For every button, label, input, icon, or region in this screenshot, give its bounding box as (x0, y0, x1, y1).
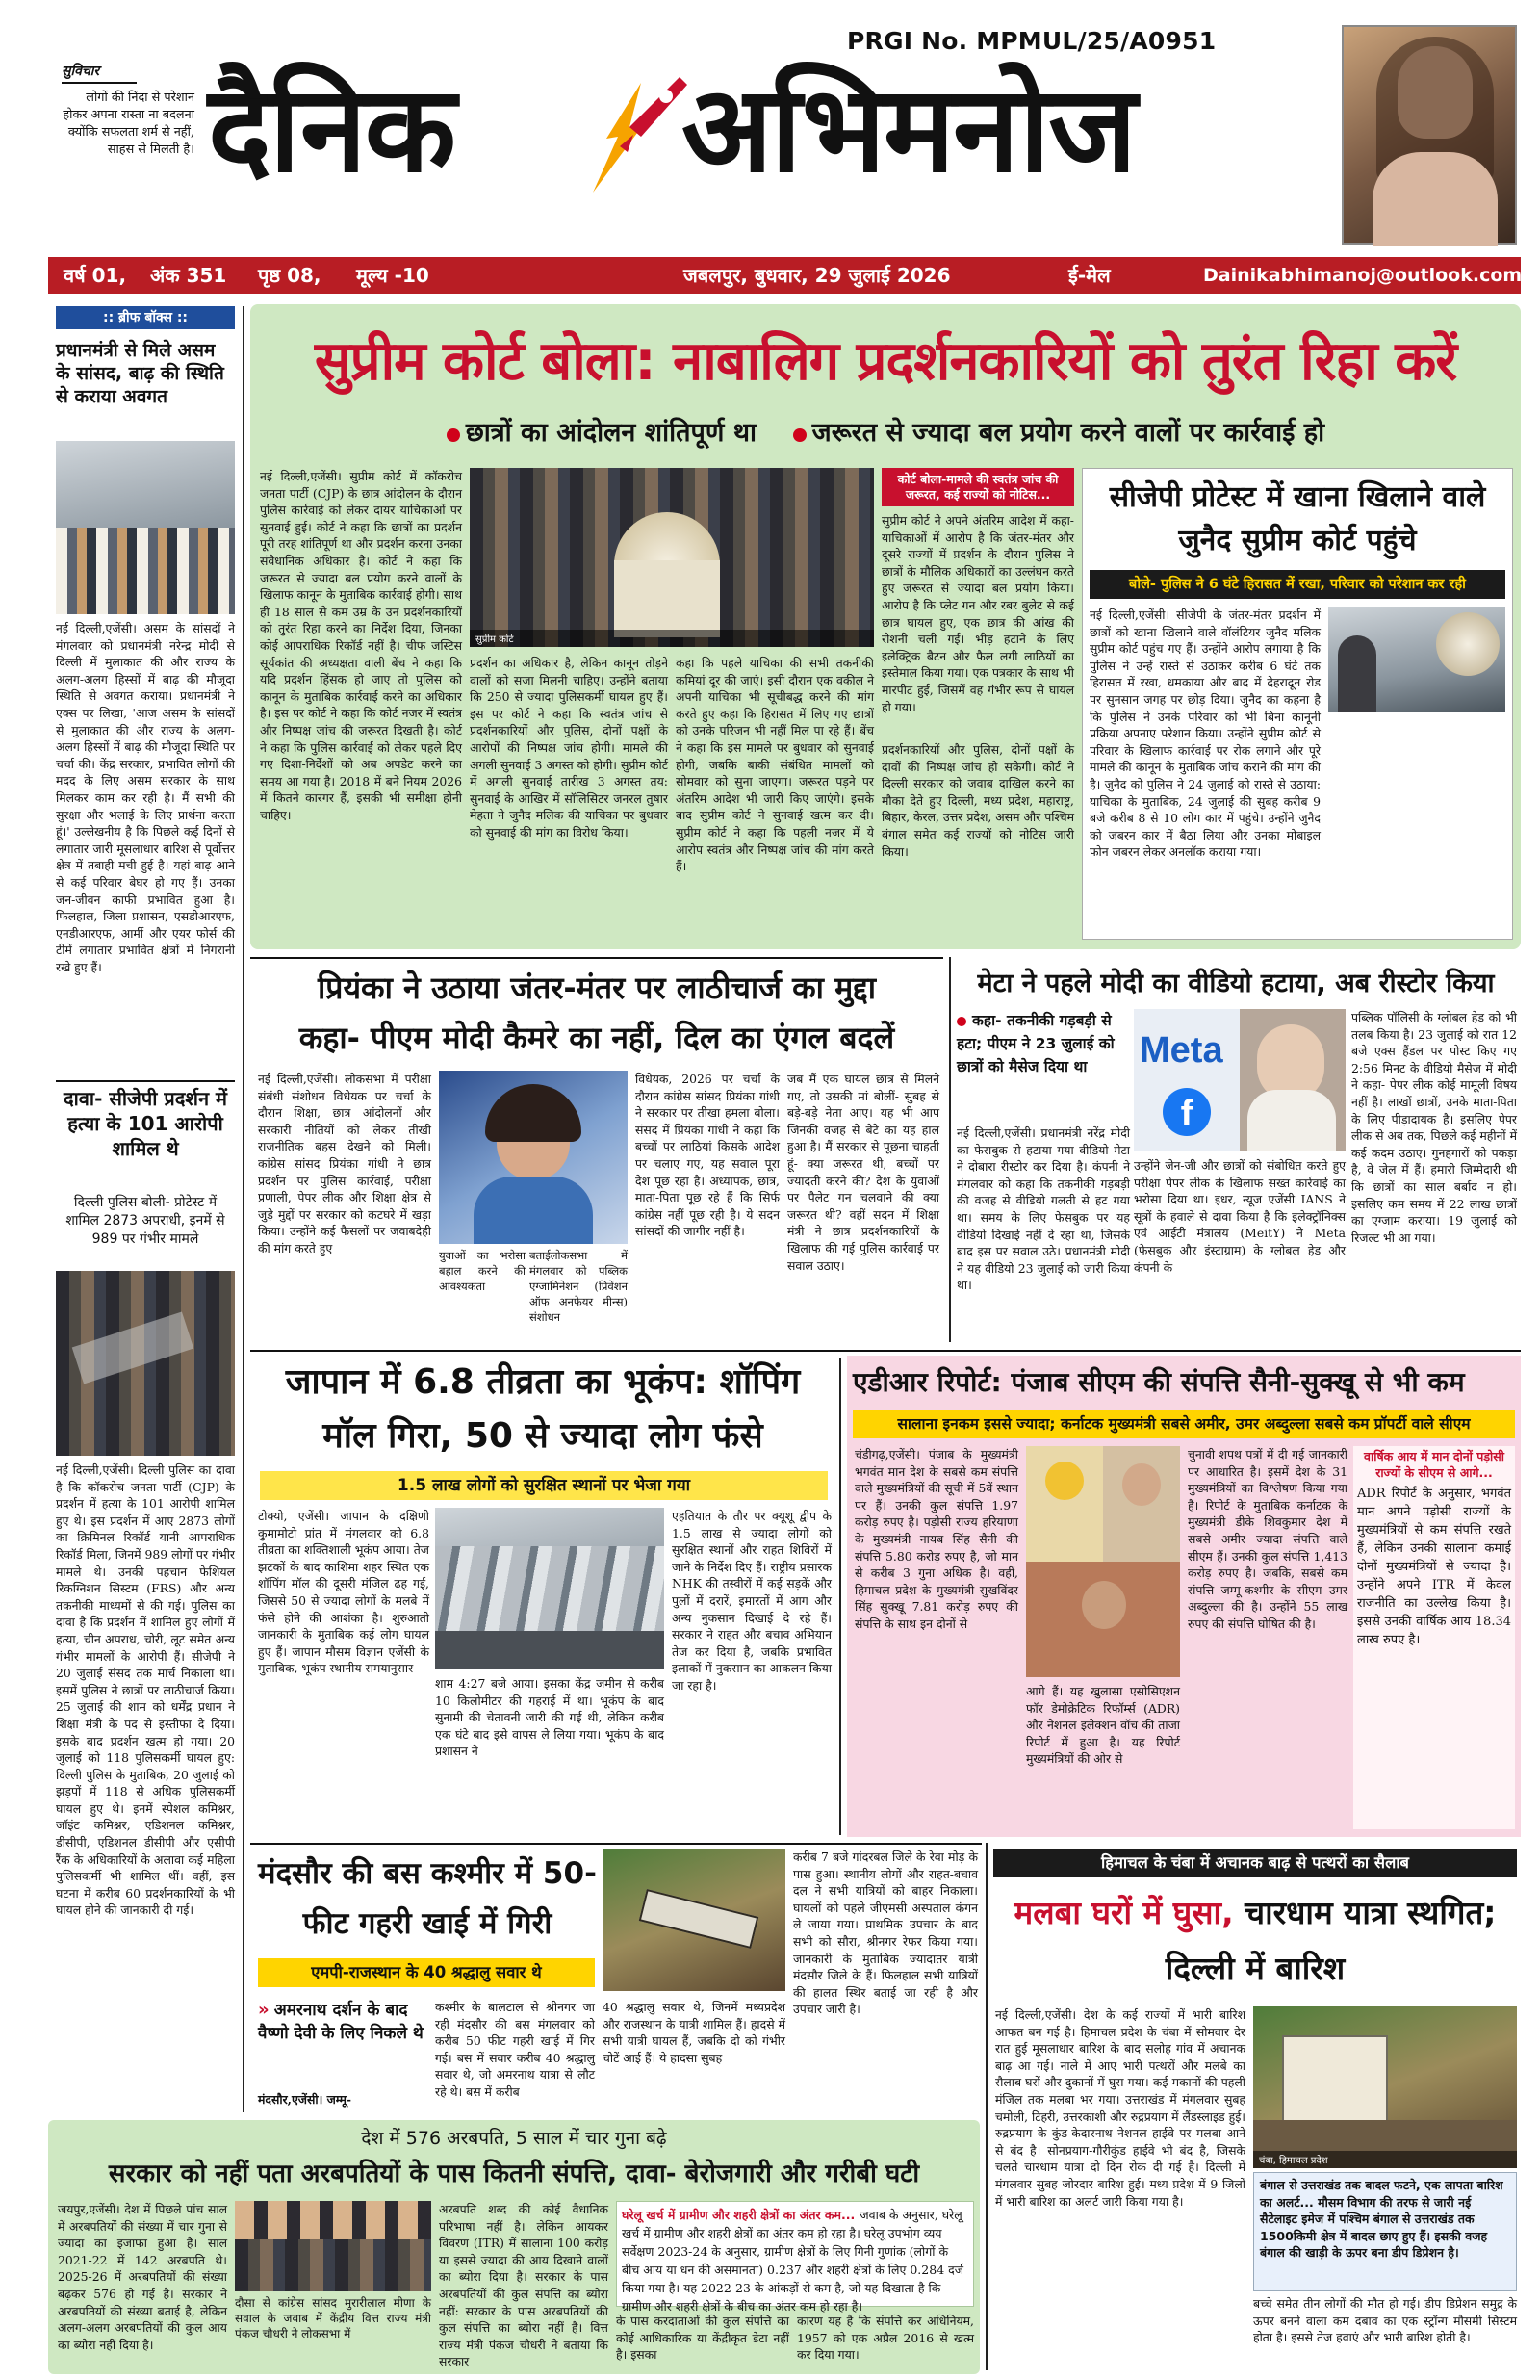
bus-body-1: कश्मीर के बालटाल से श्रीनगर जा रही मंदसौर की बस मंगलवार को करीब 50 फीट गहरी खाई में गिर गई। बस में सवार करीब 40 श्रद्धालु सवार थे, जो अमरनाथ यात्रा से लौट रहे थे। बस में करीब (435, 2000, 595, 2099)
himachal-alert-box: बंगाल से उत्तराखंड तक बादल फटने, एक लापता बारिश का अलर्ट... मौसम विभाग की तरफ से जारी नई सैटेलाइट इमेज में पश्चिम बंगाल से उत्तराखंड तक 1500किमी क्षेत्र में बादल छाए हुए हैं। इसकी वजह बंगाल की खाड़ी के ऊपर बना डीप डिप्रेशन है। (1253, 2172, 1517, 2291)
adr-photo (1026, 1446, 1180, 1677)
lead-col2: प्रदर्शन का अधिकार है, लेकिन कानून तोड़ने वालों को सजा मिलनी चाहिए। उन्होंने बताया कि 250 से ज्यादा पुलिसकर्मी घायल हुए हैं। इस पर कोर्ट ने कहा कि स्वतंत्र जांच से प्रदर्शनकारियों और पुलिस, दोनों पक्षों के आरोपों की निष्पक्ष जांच होगी। मामले की अगली सुनवाई 3 अगस्त को होगी। सुप्रीम कोर्ट में अगली सुनवाई तारीख 3 अगस्त तय: सुनवाई के आखिर में सॉलिसिटर जनरल तुषार मेहता ने जुनैद मलिक की याचिका पर बुधवार को सुनवाई की मांग का विरोध किया। (470, 656, 668, 840)
priyanka-headline-1: प्रियंका ने उठाया जंतर-मंतर पर लाठीचार्ज का मुद्दा (317, 970, 876, 1006)
dateline-place-date: जबलपुर, बुधवार, 29 जुलाई 2026 (683, 264, 951, 287)
japan-body-3: एहतियात के तौर पर क्यूशू द्वीप के 1.5 लाख से ज्यादा लोगों को सुरक्षित स्थानों और राहत शिविरों में जाने के निर्देश दिए हैं। राष्ट्रीय प्रसारक NHK की तस्वीरों में कई सड़कें और पुलों में दरारें, इमारतों में आग और अन्य नुकसान दिखाई दे रहे हैं। सरकार ने राहत और बचाव अभियान तेज कर दिया है, जबकि प्रभावित इलाकों में नुकसान का आकलन किया जा रहा है। (672, 1509, 832, 1693)
masthead-portrait-photo (1342, 25, 1517, 245)
adr-side-body: ADR रिपोर्ट के अनुसार, भगवंत मान अपने पड़ोसी राज्यों के मुख्यमंत्रियों से कम संपत्ति रखते हैं, लेकिन उनकी सालाना कमाई दोनों मुख्यमंत्रियों से ज्यादा है। उन्होंने अपने ITR में केवल राजनीति का उल्लेख किया है। इससे उनकी वार्षिक आय 18.34 लाख रुपए है। (1357, 1487, 1511, 1647)
bus-photo (603, 1849, 785, 1991)
billionaire-body-4: कारण यह है कि संपत्ति कर अधिनियम, 1957 को एक अप्रैल 2016 से खत्म कर दिया गया। (797, 2314, 974, 2363)
meta-logo: Meta (1140, 1030, 1223, 1071)
bus-quote (258, 1999, 427, 2087)
himachal-photo-caption: चंबा, हिमाचल प्रदेश (1253, 2151, 1517, 2168)
dateline-issue: अंक 351 (150, 264, 227, 287)
junaid-photo (1328, 607, 1505, 712)
japan-body-1: टोक्यो, एजेंसी। जापान के दक्षिणी कुमामोटो प्रांत में मंगलवार को 6.8 तीव्रता का शक्तिशाली भूकंप आया। तेज झटकों के बाद काशिमा शहर स्थित एक शॉपिंग मॉल की दूसरी मंजिल ढह गई, जिससे 50 से ज्यादा लोगों के मलबे में फंसे होने की आशंका है। शुरुआती जानकारी के मुताबिक कई लोग घायल हुए हैं। जापान मौसम विज्ञान एजेंसी के मुताबिक, भूकंप स्थानीय समयानुसार (258, 1509, 429, 1676)
himachal-photo (1253, 2006, 1517, 2168)
facebook-icon: f (1163, 1088, 1211, 1136)
priyanka-body-1: नई दिल्ली,एजेंसी। लोकसभा में परीक्षा संबंधी संशोधन विधेयक पर चर्चा के दौरान शिक्षा, छात्र आंदोलनों और सरकारी नीतियों को लेकर तीखी राजनीतिक बहस देखने को मिली। कांग्रेस सांसद प्रियंका गांधी ने छात्र प्रदर्शन पर पुलिस कार्रवाई, परीक्षा प्रणाली, पेपर लीक और शिक्षा क्षेत्र से जुड़े मुद्दों पर सरकार को कटघरे में खड़ा किया। उन्होंने कई फैसलों पर जवाबदेही की मांग करते हुए (258, 1072, 431, 1255)
suvichar-text: लोगों की निंदा से परेशान होकर अपना रास्ता ना बदलना क्योंकि सफलता शर्म से नहीं, साहस से मिलती है। (63, 91, 194, 157)
meta-subhead (957, 1009, 1130, 1121)
billionaire-kicker: देश में 576 अरबपति, 5 साल में चार गुना बढ़े (361, 2128, 667, 2149)
meta-subhead-text: कहा- तकनीकी गड़बड़ी से हटा; पीएम ने 23 जुलाई को छात्रों को मैसेज दिया था (957, 1012, 1115, 1075)
japan-headline-1: जापान में 6.8 तीव्रता का भूकंप: शॉपिंग (285, 1362, 801, 1402)
brief-story2-subhead: दिल्ली पुलिस बोली- प्रोटेस्ट में शामिल 2873 अपराधी, इनमें से 989 पर गंभीर मामले (65, 1195, 225, 1247)
junaid-body: नई दिल्ली,एजेंसी। सीजेपी के जंतर-मंतर प्रदर्शन में छात्रों को खाना खिलाने वाले वॉलंटियर जुनैद मलिक सुप्रीम कोर्ट पहुंच गए हैं। उन्होंने आरोप लगाया है कि पुलिस ने उन्हें रास्ते से उठाकर करीब 6 घंटे तक हिरासत में रखा, धमकाया और बाद में देहरादून रोड पर सुनसान जगह पर छोड़ दिया। जुनैद का कहना है कि पुलिस ने उनके परिवार को भी बिना कानूनी प्रक्रिया अपनाए परेशान किया। उन्होंने सुप्रीम कोर्ट से परिवार के खिलाफ कार्रवाई पर रोक लगाने और पूरे मामले की कानून के मुताबिक जांच कराने की मांग की है। जुनैद को पुलिस ने 24 जुलाई को रास्ते से उठाया: याचिका के मुताबिक, 24 जुलाई की सुबह करीब 9 बजे करीब 8 से 10 लोग कार में पहुंचे। उन्होंने जुनैद को जबरन कार में बैठा लिया और उनका मोबाइल फोन जबरन लेकर अनलॉक कराया गया। (1090, 608, 1321, 860)
brief-story2-photo (56, 1271, 235, 1456)
lead-headline: सुप्रीम कोर्ट बोला: नाबालिग प्रदर्शनकारियों को तुरंत रिहा करें (314, 330, 1457, 393)
junaid-body-1 (1090, 607, 1321, 860)
quote-arrow-icon: » (258, 2000, 270, 2020)
suvichar-label: सुविचार (62, 62, 137, 84)
bullet-icon (793, 428, 807, 442)
japan-photo (435, 1508, 664, 1669)
billionaire-side-box (616, 2201, 974, 2314)
himachal-headline-rest: चारधाम यात्रा स्थगित; दिल्ली में बारिश (1165, 1894, 1497, 1987)
priyanka-photo-extra: बताईलोकसभा में मंगलवार को पब्लिक एग्जामिनेशन (प्रिवेंशन ऑफ अनफेयर मीन्स) संशोधन (529, 1249, 628, 1324)
billionaire-box-title: घरेलू खर्च में ग्रामीण और शहरी क्षेत्रों का अंतर कम... (622, 2208, 856, 2222)
meta-photo (1134, 1009, 1346, 1151)
himachal-headline-red: मलबा घरों में घुसा, (1014, 1894, 1234, 1931)
brief-story1-body: नई दिल्ली,एजेंसी। असम के सांसदों ने मंगलवार को प्रधानमंत्री नरेन्द्र मोदी से दिल्ली में मुलाकात की और राज्य के अलग-अलग हिस्सों में बाढ़ की मौजूदा स्थिति से अवगत कराया। प्रधानमंत्री ने एक्स पर लिखा, 'आज असम के सांसदों से मुलाकात की और राज्य के अलग-अलग हिस्सों में बाढ़ की मौजूदा स्थिति पर चर्चा की। केंद्र सरकार, प्रभावित लोगों की मदद के लिए असम सरकार के साथ मिलकर काम कर रही है। मैं सभी की सुरक्षा और भलाई के लिए प्रार्थना करता हूं।' उल्लेखनीय है कि पिछले कई दिनों से लगातार जारी मूसलाधार बारिश से पूर्वोत्तर क्षेत्र में तबाही मची हुई है। यहां बाढ़ आने से कई परिवार बेघर हो गए हैं। उनका जन-जीवन काफी प्रभावित हुआ है। फिलहाल, जिला प्रशासन, एसडीआरएफ, एनडीआरएफ, आर्मी और एयर फोर्स की टीमें लगातार प्रभावित क्षेत्रों में निगरानी रखे हुए हैं। (56, 621, 235, 974)
bus-quote-text: अमरनाथ दर्शन के बाद वैष्णो देवी के लिए निकले थे (258, 2001, 424, 2043)
adr-subhead: सालाना इनकम इससे ज्यादा; कर्नाटक मुख्यमंत्री सबसे अमीर, उमर अब्दुल्ला सबसे कम प्रॉपर्टी वाले सीएम (853, 1410, 1515, 1438)
billionaire-photo (235, 2201, 431, 2291)
billionaire-body-3: के पास करदाताओं की कुल संपत्ति का कोई आधिकारिक या केंद्रीकृत डेटा नहीं है। इसका (616, 2314, 789, 2363)
billionaire-body-2: अरबपति शब्द की कोई वैधानिक परिभाषा नहीं है। लेकिन आयकर विवरण (ITR) में सालाना 100 करोड़ या इससे ज्यादा की आय दिखाने वालों का ब्योरा दिया है। सरकार के पास अरबपतियों की कुल संपत्ति का ब्योरा नहीं: सरकार के पास अरबपतियों की कुल संपत्ति का ब्योरा नहीं है। वित्त राज्य मंत्री पंकज चौधरी ने बताया कि सरकार (439, 2202, 608, 2369)
billionaire-body-1: जयपुर,एजेंसी। देश में पिछले पांच साल में अरबपतियों की संख्या में चार गुना से ज्यादा का इजाफा हुआ है। साल 2021-22 में 142 अरबपति थे। 2025-26 में अरबपतियों की संख्या बढ़कर 576 हो गई है। सरकार ने अरबपतियों की संख्या बताई है, लेकिन अलग-अलग अरबपतियों की कुल आय का ब्योरा नहीं दिया है। (58, 2202, 227, 2352)
bus-subhead: एमपी-राजस्थान के 40 श्रद्धालु सवार थे (258, 1958, 595, 1987)
priyanka-headline-2: कहा- पीएम मोदी कैमरे का नहीं, दिल का एंगल बदलें (298, 1020, 895, 1056)
adr-body-3: चुनावी शपथ पत्रों में दी गई जानकारी पर आधारित है। इसमें देश के 31 मुख्यमंत्रियों का विश्लेषण किया गया है। रिपोर्ट के मुताबिक कर्नाटक के मुख्यमंत्री डीके शिवकुमार देश में सबसे अमीर ज्यादा संपत्ति वाले सीएम हैं। उनकी कुल संपत्ति 1,413 करोड़ रुपए है। जबकि, सबसे कम संपत्ति जम्मू-कश्मीर के सीएम उमर अब्दुल्ला की है। उन्होंने 55 लाख रुपए की संपत्ति घोषित की है। (1188, 1447, 1348, 1631)
himachal-body-2: बच्चे समेत तीन लोगों की मौत हो गई। डीप डिप्रेशन समुद्र के ऊपर बनने वाला कम दबाव का एक स्ट्रॉन्ग मौसमी सिस्टम होता है। इससे तेज हवाएं और भारी बारिश होती है। (1253, 2296, 1517, 2345)
himachal-headline (993, 1885, 1517, 1999)
brief-story2-headline: दावा- सीजेपी प्रदर्शन में हत्या के 101 आरोपी शामिल थे (63, 1087, 228, 1160)
brief-story1-photo (56, 441, 235, 614)
bus-body-3: करीब 7 बजे गांदरबल जिले के रेवा मोड़ के पास हुआ। स्थानीय लोगों और राहत-बचाव दल ने सभी यात्रियों को बाहर निकाला। घायलों को पहले जीएमसी अस्पताल कंगन ले जाया गया। प्राथमिक उपचार के बाद सभी को सौरा, श्रीनगर रेफर किया गया। जानकारी के मुताबिक ज्यादातर यात्री मंदसौर जिले के हैं। फिलहाल सभी यात्रियों की हालत स्थिर बताई जा रही है और उपचार जारी है। (793, 1850, 978, 2017)
bus-headline: मंदसौर की बस कश्मीर में 50-फीट गहरी खाई में गिरी (258, 1856, 597, 1941)
suvichar-box (62, 62, 194, 245)
lead-col3: कहा कि पहले याचिका की सभी तकनीकी कमियां दूर की जाएं। इसी दौरान एक वकील ने अपनी याचिका भी सूचीबद्ध करने की मांग करते हुए कहा कि हिरासत में लिए गए छात्रों को उनके परिजन भी नहीं मिल पा रहे हैं। बेंच ने कहा कि इस मामले पर बुधवार को सुनवाई होगी, जबकि बाकी संबंधित मामलों को सोमवार को सुना जाएगा। जरूरत पड़ने पर अंतरिम आदेश भी जारी किए जाएंगे। इसके बाद सुप्रीम कोर्ट ने सुनवाई खत्म कर दी। सुप्रीम कोर्ट ने कहा कि पहली नजर में ये आरोप स्वतंत्र और निष्पक्ष जांच की मांग करते हैं। (676, 656, 874, 874)
bullet-icon (957, 1017, 966, 1026)
dateline-email-label: ई-मेल (1068, 264, 1111, 287)
priyanka-body-3: जब मैं एक घायल छात्र से मिलने गए, तो उसकी मां बोलीं- सुबह से बड़े-बड़े नेता आए। यह भी आप जिनकी वजह से बेटे का यह हाल हुआ है। मैं सरकार से पूछना चाहती हूं- क्या जरूरत थी, बच्चों पर ज्यादती करने की? देश के युवाओं पर पैलेट गन चलवाने की क्या जरूरत थी? वहीं सदन में शिक्षा मंत्री ने छात्र प्रदर्शनकारियों के खिलाफ की गई पुलिस कार्रवाई पर सवाल उठाए। (787, 1072, 939, 1273)
junaid-subhead: बोले- पुलिस ने 6 घंटे हिरासत में रखा, परिवार को परेशान कर रही (1090, 570, 1505, 599)
japan-body-2: शाम 4:27 बजे आया। इसका केंद्र जमीन से करीब 10 किलोमीटर की गहराई में था। भूकंप के बाद सुनामी की चेतावनी जारी की गई थी, लेकिन करीब एक घंटे बाद इसे वापस ले लिया गया। भूकंप के बाद प्रशासन ने (435, 1676, 664, 1759)
lead-deck-2: जरूरत से ज्यादा बल प्रयोग करने वालों पर कार्रवाई हो (811, 418, 1325, 448)
junaid-body-2 (1090, 716, 1505, 934)
adr-headline: एडीआर रिपोर्ट: पंजाब सीएम की संपत्ति सैनी-सुक्खू से भी कम (853, 1366, 1465, 1398)
adr-side-title: वार्षिक आय में मान दोनों पड़ोसी राज्यों के सीएम से आगे... (1364, 1449, 1504, 1480)
priyanka-body-2: विधेयक, 2026 पर चर्चा के दौरान कांग्रेस सांसद प्रियंका गांधी ने सरकार पर तीखा हमला बोला। संसद में प्रियंका गांधी ने कहा कि बच्चों पर लाठियां किसके आदेश पर चलाए गए, यह सवाल पूरा देश पूछ रहा है। अध्यापक, छात्र, माता-पिता पूछ रहे हैं कि सिर्फ कांग्रेस नहीं पूछ रही है। ये सदन सांसदों की जागीर नहीं है। (635, 1072, 780, 1239)
lead-photo (470, 468, 874, 647)
meta-body-3: उन्होंने जेन-जी और छात्रों को संबोधित करते हुए परीक्षा पेपर लीक के खिलाफ सख्त कार्रवाई का भरोसा दिया था। इधर, न्यूज एजेंसी IANS ने सूत्रों के हवाले से दावा किया है कि इलेक्ट्रॉनिक्स एवं आईटी मंत्रालय (MeitY) ने Meta (फेसबुक और इंस्टाग्राम) के ग्लोबल हेड और कंपनी के (1134, 1158, 1346, 1275)
bus-body-2: 40 श्रद्धालु सवार थे, जिनमें मध्यप्रदेश और राजस्थान के यात्री शामिल हैं। हादसे में सभी यात्री घायल हैं, जबकि दो को गंभीर चोटें आई हैं। ये हादसा सुबह (603, 2000, 785, 2065)
lead-deck (262, 414, 1509, 453)
brief-story1-headline: प्रधानमंत्री से मिले असम के सांसद, बाढ़ की स्थिति से कराया अवगत (56, 340, 224, 407)
bus-dateline: मंदसौर,एजेंसी। जम्मू- (258, 2092, 352, 2107)
dateline-pages: पृष्ठ 08, (258, 264, 321, 287)
brief-story2-body: नई दिल्ली,एजेंसी। दिल्ली पुलिस का दावा है कि कॉकरोच जनता पार्टी (CJP) के प्रदर्शन में हत्या के 101 आरोपी शामिल हुए थे। इस प्रदर्शन में आए 2873 लोगों का क्रिमिनल रिकॉर्ड यानी आपराधिक रिकॉर्ड मिला, जिनमें 989 लोगों पर गंभीर मामले थे। उनकी पहचान फेशियल रिकग्निशन सिस्टम (FRS) और अन्य तकनीकी माध्यमों से की गई। पुलिस का दावा है कि प्रदर्शन में शामिल हुए लोगों में हत्या, चीन अपराध, चोरी, लूट समेत अन्य गंभीर मामलों के आरोपी हैं। सीजेपी ने 20 जुलाई संसद तक मार्च निकाला था। इसमें पुलिस ने छात्रों पर लाठीचार्ज किया। 25 जुलाई की शाम को धर्मेंद्र प्रधान ने शिक्षा मंत्री के पद से इस्तीफा दे दिया। इसके बाद प्रदर्शन खत्म हो गया। 20 जुलाई को 118 पुलिसकर्मी घायल हुए: दिल्ली पुलिस के मुताबिक, 20 जुलाई को झड़पों में 118 से अधिक पुलिसकर्मी घायल हुए थे। इनमें स्पेशल कमिश्नर, जॉइंट कमिश्नर, एडिशनल कमिश्नर, डीसीपी, एडिशनल डीसीपी और एसीपी रैंक के अधिकारियों के अलावा कई महिला पुलिसकर्मी भी शामिल थीं। वहीं, इस घटना में करीब 60 प्रदर्शनकारियों के भी घायल होने की जानकारी दी गई। (56, 1462, 235, 1918)
meta-body-1: नई दिल्ली,एजेंसी। प्रधानमंत्री नरेंद्र मोदी का फेसबुक से हटाया गया वीडियो मेटा ने दोबारा रीस्टोर कर दिया है। कंपनी ने मंगलवार को कहा कि तकनीकी गड़बड़ी की वजह से वीडियो गलती से हट गया था। समय के लिए फेसबुक पर यह वीडियो दिखाई नहीं दे रहा था, जिसके बाद इस पर सवाल उठे। प्रधानमंत्री मोदी ने यह वीडियो 23 जुलाई को जारी किया था। (957, 1125, 1130, 1293)
priyanka-photo (439, 1071, 628, 1244)
lead-col1: नई दिल्ली,एजेंसी। सुप्रीम कोर्ट में कॉकरोच जनता पार्टी (CJP) के छात्र आंदोलन के दौरान पुलिस कार्रवाई को लेकर दायर याचिकाओं पर सुनवाई हुई। कोर्ट ने कहा कि छात्रों का प्रदर्शन पूरी तरह शांतिपूर्ण था और प्रदर्शन करना उनका संवैधानिक अधिकार है। कोर्ट ने कहा कि जरूरत से ज्यादा बल प्रयोग करने वालों के खिलाफ कानून के मुताबिक कार्रवाई होगी। साथ ही 18 साल से कम उम्र के उन प्रदर्शनकारियों को तुरंत रिहा करने का निर्देश दिया, जिनका कोई आपराधिक रिकॉर्ड नहीं है। चीफ जस्टिस सूर्यकांत की अध्यक्षता वाली बेंच ने कहा कि यदि प्रदर्शन हिंसक हो जाए तो पुलिस को कानून के मुताबिक कार्रवाई करने का अधिकार है। इस पर कोर्ट ने कहा कि कोर्ट नजर में स्वतंत्र और निष्पक्ष जांच की जरूरत दिखती है। कोर्ट ने कहा कि पुलिस कार्रवाई को लेकर पहले दिए गए दिशा-निर्देशों को अब अपडेट करने का समय आ गया है। 2018 में बने नियम 2026 में कितने कारगर हैं, इसकी भी समीक्षा होनी चाहिए। (260, 469, 462, 822)
lead-photo-caption: सुप्रीम कोर्ट (470, 630, 874, 647)
meta-headline: मेटा ने पहले मोदी का वीडियो हटाया, अब रीस्टोर किया (977, 969, 1495, 998)
adr-body-1: चंडीगढ़,एजेंसी। पंजाब के मुख्यमंत्री भगवंत मान देश के सबसे कम संपत्ति वाले मुख्यमंत्रियों की सूची में 5वें स्थान पर हैं। उनकी कुल संपत्ति 1.97 करोड़ रुपए है। पड़ोसी राज्य हरियाणा के मुख्यमंत्री नायब सिंह सैनी की संपत्ति 5.80 करोड़ रुपए है, जो मान से करीब 3 गुना अधिक है। वहीं, हिमाचल प्रदेश के मुख्यमंत्री सुखविंदर सिंह सुक्खू 7.81 करोड़ रुपए की संपत्ति के साथ इन दोनों से (855, 1447, 1018, 1631)
dateline-bar (48, 257, 1521, 294)
bullet-icon (447, 428, 460, 442)
dateline-price: मूल्य -10 (356, 264, 429, 287)
lead-deck-1: छात्रों का आंदोलन शांतिपूर्ण था (465, 418, 757, 448)
adr-side-box (1353, 1446, 1515, 1829)
rocket-logo-icon (574, 69, 699, 204)
brief-box-label: :: ब्रीफ बॉक्स :: (56, 306, 235, 329)
title-abhimanoj: अभिमनोज (681, 61, 1136, 199)
lead-side-box (882, 468, 1074, 940)
himachal-body-1: नई दिल्ली,एजेंसी। देश के कई राज्यों में भारी बारिश आफत बन गई है। हिमाचल प्रदेश के चंबा में सोमवार देर रात हुई मूसलाधार बारिश के बाद सलोह गांव में अचानक बाढ़ आ गई। नाले में आए भारी पत्थरों और मलबे का सैलाब घरों और दुकानों में घुस गया। कई मकानों की पहली मंजिल तक मलबा भर गया। उत्तराखंड में मंगलवार सुबह चमोली, टिहरी, उत्तरकाशी और रुद्रप्रयाग में लैंडस्लाइड हुई। रुद्रप्रयाग के कुंड-केदारनाथ नेशनल हाईवे पर मलबा आने से बंद है। सोनप्रयाग-गौरीकुंड हाईवे भी बंद है, जिसके चलते चारधाम यात्रा दो दिन रोक दी गई है। दिल्ली में मंगलवार सुबह जोरदार बारिश हुई। मध्य प्रदेश में 9 जिलों में भारी बारिश का अलर्ट जारी किया गया है। (995, 2007, 1245, 2209)
priyanka-photo-caption: युवाओं का भरोसा बहाल करने की आवश्यकता (439, 1249, 526, 1293)
japan-headline-2: मॉल गिरा, 50 से ज्यादा लोग फंसे (322, 1416, 763, 1456)
prgi-number: PRGI No. MPMUL/25/A0951 (847, 27, 1217, 55)
meta-body-2: पब्लिक पॉलिसी के ग्लोबल हेड को भी तलब किया है। 23 जुलाई को रात 12 बजे एक्स हैंडल पर पोस्ट किए गए 2:56 मिनट के वीडियो मैसेज में मोदी ने कहा- पेपर लीक कोई मामूली विषय नहीं है। लाखों छात्रों, उनके माता-पिता के लिए पीड़ादायक है। इसलिए पेपर लीक से अब तक, पिछले कई महीनों में कई कदम उठाए। गुनहगारों को पकड़ा है, वे जेल में हैं। हमारी जिम्मेदारी थी कि छात्रों का साल बर्बाद न हो। इसलिए कम समय में 22 लाख छात्रों का एग्जाम कराया। 19 जुलाई को रिजल्ट भी आ गया। (1351, 1010, 1517, 1245)
lead-side-box-body: सुप्रीम कोर्ट ने अपने अंतरिम आदेश में कहा- याचिकाओं में आरोप है कि जंतर-मंतर और दूसरे राज्यों में प्रदर्शन के दौरान पुलिस ने छात्रों के मौलिक अधिकारों का उल्लंघन करते हुए जरूरत से ज्यादा बल प्रयोग किया। आरोप है कि प्लेट गन और रबर बुलेट से कई छात्र घायल हुए, एक छात्र की आंख की रोशनी चली गई। भीड़ हटाने के लिए इलेक्ट्रिक बैटन और फैल लगी लाठियों का इस्तेमाल किया गया। एक पत्रकार के साथ भी मारपीट हुई, जिसमें वह गंभीर रूप से घायल हो गया। (882, 513, 1074, 714)
billionaire-box-body: जवाब के अनुसार, घरेलू खर्च में ग्रामीण और शहरी क्षेत्रों का अंतर कम हो रहा है। घरेलू उपभोग व्यय सर्वेक्षण 2023-24 के अनुसार, ग्रामीण क्षेत्रों के लिए गिनी गुणांक (लोगों के बीच आय या धन की असमानता) 0.237 और शहरी क्षेत्रों के लिए 0.284 दर्ज किया गया है। यह 2022-23 के आंकड़ों से कम है, जो यह दिखाता है कि ग्रामीण और शहरी क्षेत्रों के बीच का अंतर कम हो रहा है। (622, 2208, 964, 2314)
lead-side-box-tail: प्रदर्शनकारियों और पुलिस, दोनों पक्षों के दावों की निष्पक्ष जांच हो सकेगी। कोर्ट ने दिल्ली सरकार को जवाब दाखिल करने का मौका देते हुए दिल्ली, मध्य प्रदेश, महाराष्ट्र, बिहार, केरल, उत्तर प्रदेश, असम और पश्चिम बंगाल समेत कई राज्यों को नोटिस जारी किया। (882, 742, 1074, 859)
billionaire-photo-caption: दौसा से कांग्रेस सांसद मुरारीलाल मीणा के सवाल के जवाब में केंद्रीय वित्त राज्य मंत्री पंकज चौधरी ने लोकसभा में (235, 2296, 431, 2341)
japan-subhead: 1.5 लाख लोगों को सुरक्षित स्थानों पर भेजा गया (260, 1471, 828, 1500)
billionaire-headline: सरकार को नहीं पता अरबपतियों के पास कितनी संपत्ति, दावा- बेरोजगारी और गरीबी घटी (108, 2160, 920, 2188)
junaid-headline: सीजेपी प्रोटेस्ट में खाना खिलाने वाले जुनैद सुप्रीम कोर्ट पहुंचे (1109, 480, 1486, 557)
adr-body-2: आगे हैं। यह खुलासा एसोसिएशन फॉर डेमोक्रेटिक रिफॉर्म्स (ADR) और नेशनल इलेक्शन वॉच की ताजा रिपोर्ट में हुआ है। यह रिपोर्ट मुख्यमंत्रियों की ओर से (1026, 1684, 1180, 1767)
lead-side-box-title: कोर्ट बोला-मामले की स्वतंत्र जांच की जरूरत, कई राज्यों को नोटिस... (882, 468, 1074, 506)
dateline-email[interactable]: Dainikabhimanoj@outlook.com (1203, 265, 1523, 286)
himachal-kicker: हिमाचल के चंबा में अचानक बाढ़ से पत्थरों का सैलाब (993, 1849, 1517, 1877)
dateline-year: वर्ष 01, (64, 264, 127, 287)
newspaper-title (208, 58, 1324, 207)
title-dainik: दैनिक (208, 61, 455, 199)
